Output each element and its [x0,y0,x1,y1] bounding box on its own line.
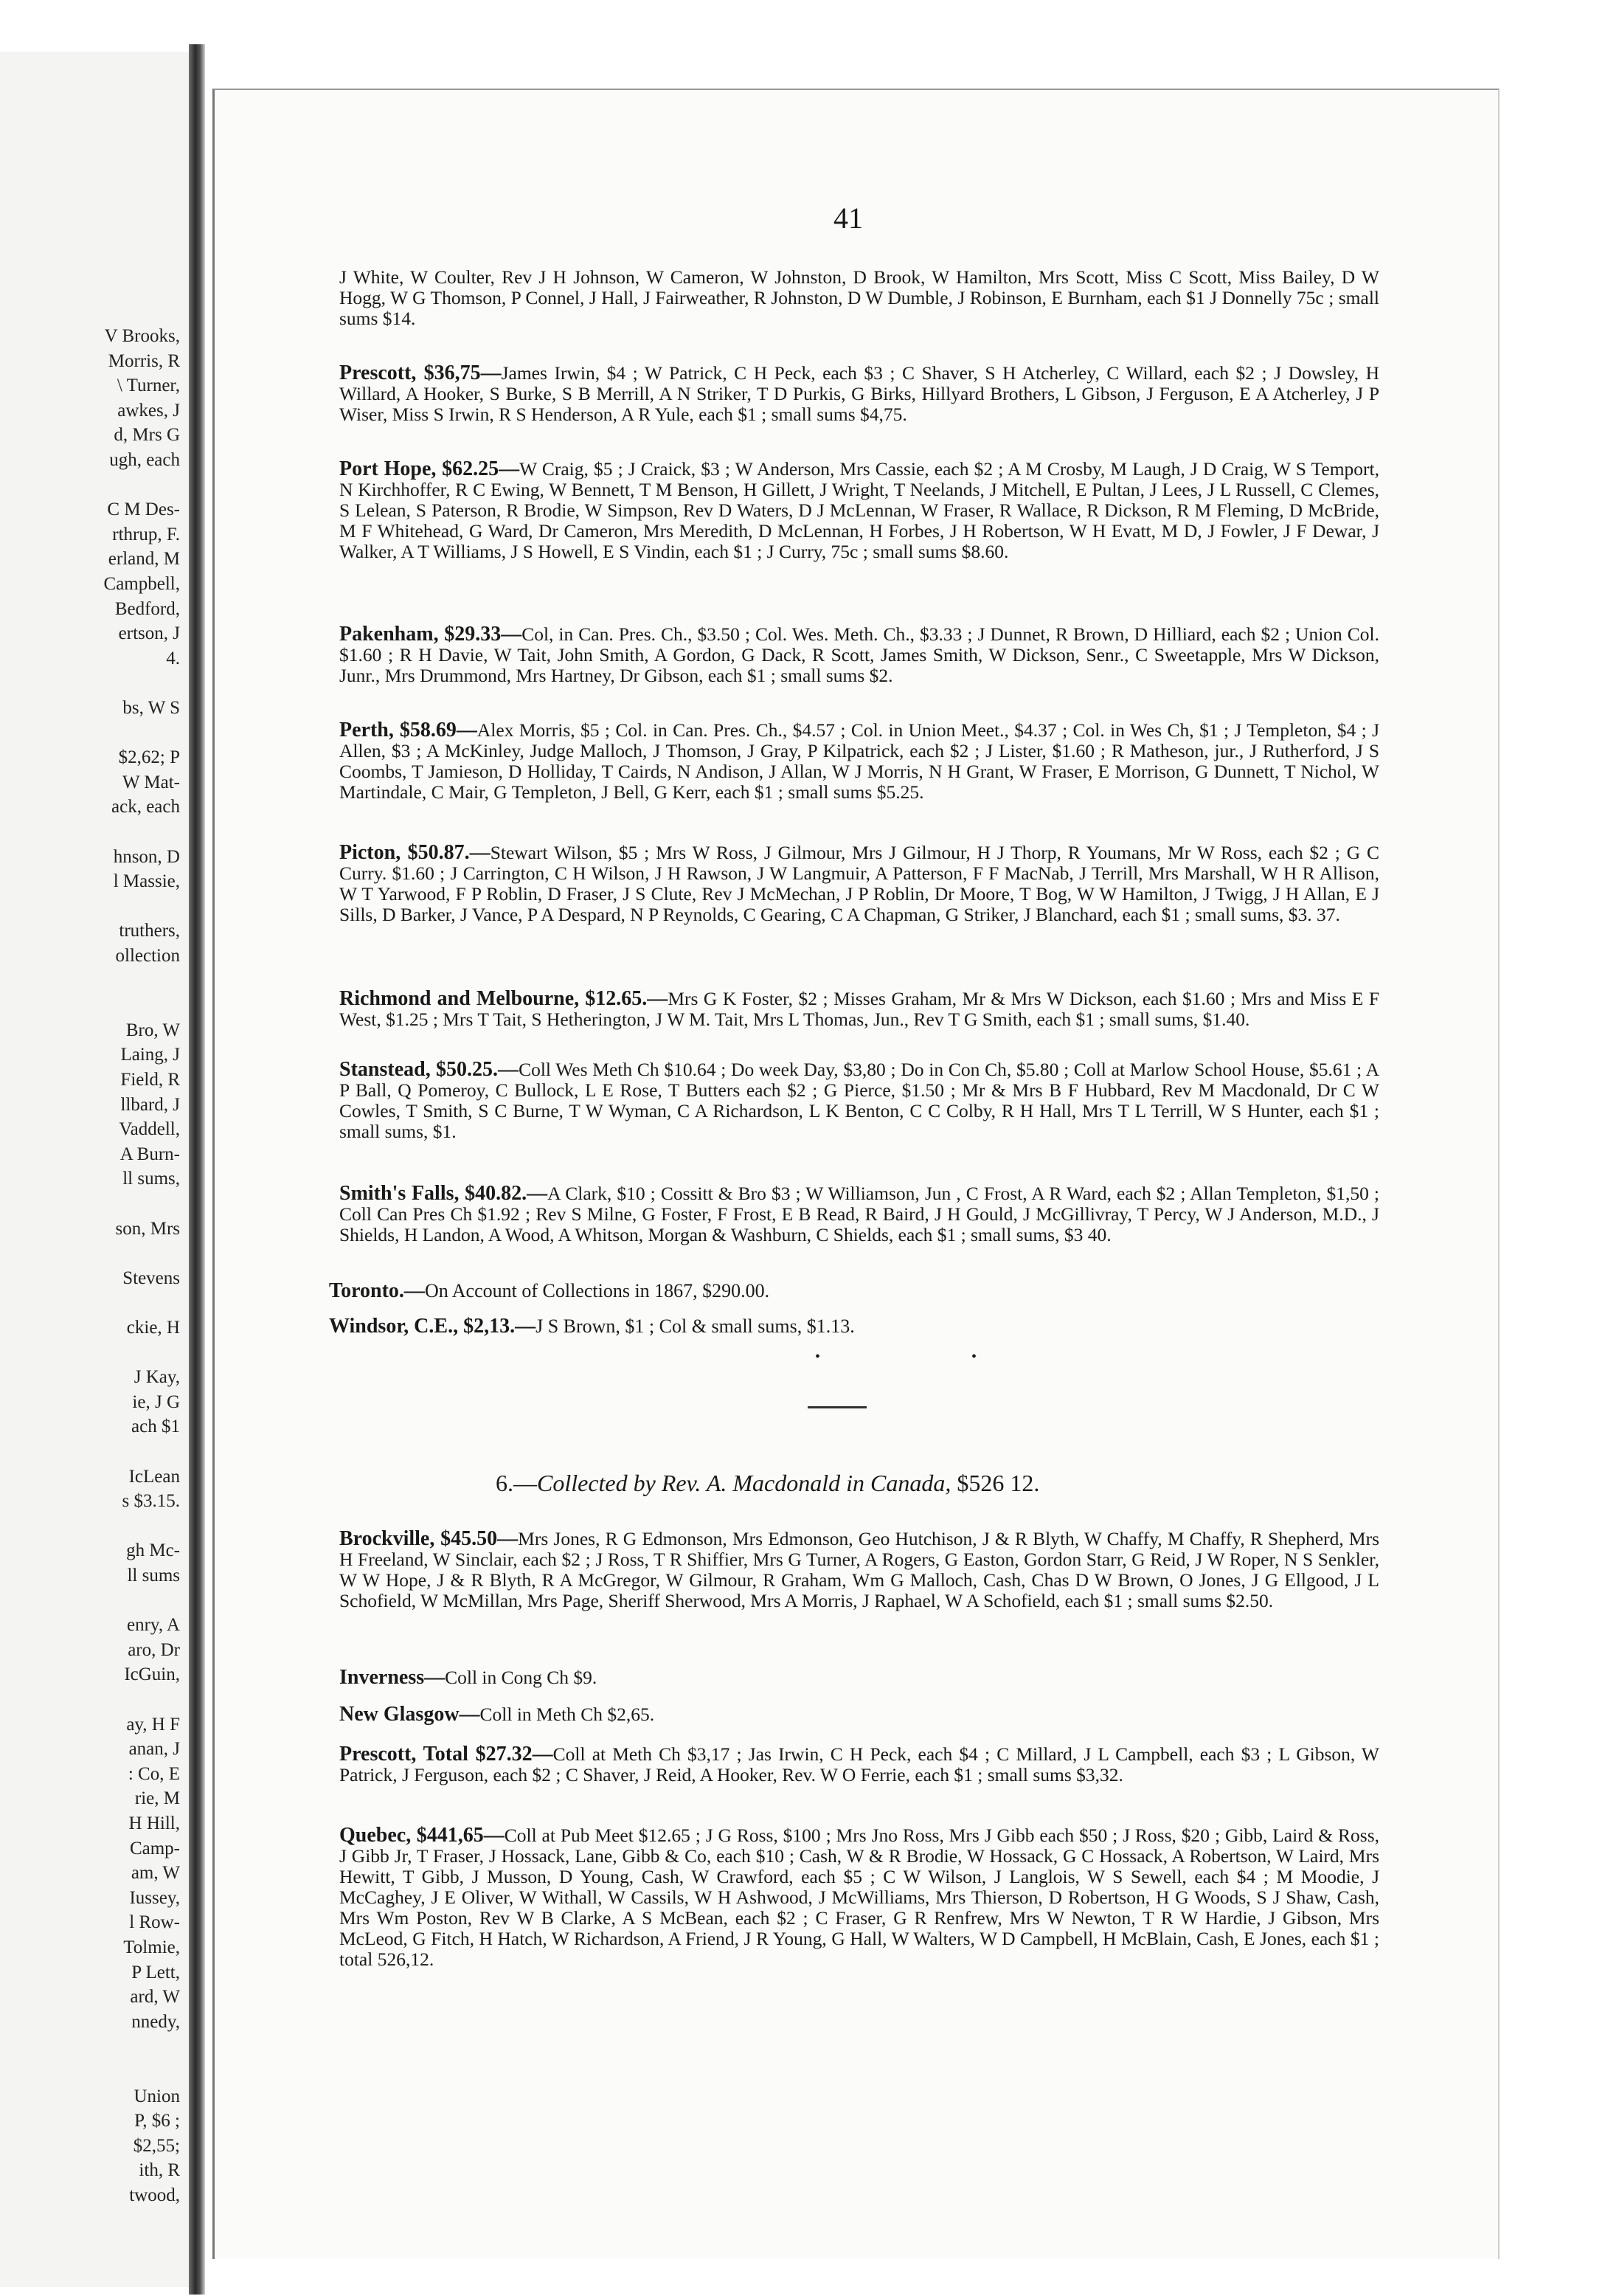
left-page-fragment: Union [134,2086,180,2106]
left-page-fragment: rthrup, F. [112,524,180,544]
left-page-fragment: V Brooks, [104,326,180,346]
entry-text: J White, W Coulter, Rev J H Johnson, W Cameron, W Johnston, D Brook, W Hamilton, Mrs Scott, Miss C Scott, Miss Bailey, D W Hogg, W G Thomson, P Connel, J Hall, J Fairweather, R Johnston, D W Dumble, J Robinson, E Burnham, each $1 J Donnelly 75c ; small sums $14. [339,266,1379,329]
left-page-fragment: H Hill, [128,1813,180,1833]
entry-text: Mrs G K Foster, $2 ; Misses Graham, Mr & Mrs W Dickson, each $1.60 ; Mrs and Miss E F West, $1.25 ; Mrs T Tait, S Hetherington, J W M. Tait, Mrs L Thomas, Jun., Rev T G Smith, each $1 ; small sums, $1.40. [339,988,1380,1030]
left-page-fragment: ckie, H [126,1318,180,1338]
left-page-fragment: hnson, D [113,846,180,867]
ornament-dots: • • [815,1349,1051,1365]
entry-toronto [329,1279,769,1303]
left-page-fragment: enry, A [127,1615,180,1636]
left-page-fragment: \ Turner, [117,376,180,396]
entry-heading: Brockville, $45.50— [339,1527,519,1550]
left-page-fragment: $2,55; [133,2135,180,2156]
left-page-fragment: Campbell, [103,574,180,594]
left-page-fragment: bs, W S [122,698,180,718]
entry-text: Stewart Wilson, $5 ; Mrs W Ross, J Gilmour, Mrs J Gilmour, H J Thorp, R Youmans, Mr W Ross, each $2 ; G C Curry. $1.60 ; J Carrington, C H Wilson, J H Rawson, J W Langmuir, A Patterson, F F MacNab, J Terrill, Mrs Marshall, W H R Allison, W T Yarwood, F P Roblin, D Fraser, J S Clute, Rev J McMechan, J P Roblin, Dr Moore, T Bog, W W Hamilton, J Twigg, J H Allan, E J Sills, D Barker, J Vance, P A Despard, N P Reynolds, C Gearing, C A Chapman, G Striker, J Blanchard, each $1 ; small sums, $3. 37. [339,842,1379,925]
entry-prescott-total [339,1744,1379,1785]
entry-heading: Richmond and Melbourne, $12.65.— [339,987,668,1010]
entry-text: J S Brown, $1 ; Col & small sums, $1.13. [535,1315,855,1337]
left-page-fragment: s $3.15. [122,1491,180,1512]
left-page-fragment: truthers, [119,921,180,941]
entry-heading: Quebec, $441,65— [339,1824,505,1847]
entry-text: Mrs Jones, R G Edmonson, Mrs Edmonson, Geo Hutchison, J & R Blyth, W Chaffy, M Chaffy, R Shepherd, Mrs H Freeland, W Sinclair, each $2 ; J Ross, T R Shiffier, Mrs G Turner, A Rogers, G Easton, Gordon Starr, G Reid, J W Roper, N S Senkler, W W Hope, J & R Blyth, R A McGregor, W Gilmour, R Graham, Wm G Malloch, Cash, Chas D W Brown, O Jones, J G Ellgood, J L Schofield, W McMillan, Mrs Page, Sheriff Sherwood, Mrs A Morris, J Raphael, W A Schofield, each $1 ; small sums $2.50. [339,1528,1379,1611]
left-facing-page [0,52,193,2287]
entry-text: Coll at Pub Meet $12.65 ; J G Ross, $100 ; Mrs Jno Ross, Mrs J Gibb each $50 ; J Ross, $20 ; Gibb, Laird & Ross, J Gibb Jr, T Fraser, J Hossack, Lane, Gibb & Co, each $10 ; Cash, W & R Brodie, W Hossack, G C Hossack, A Robertson, W Laird, Mrs Hewitt, T Gibb, J Musson, D Young, Cash, W Crawford, each $5 ; C W Wilson, J Langlois, W S Sewell, each $4 ; M Moodie, J McCaghey, J E Oliver, W Withall, W Cassils, W H Ashwood, J McWilliams, Mrs Thierson, D Robertson, H G Woods, S J Shaw, Cash, Mrs Wm Poston, Rev W B Clarke, A S McBean, each $2 ; C Fraser, G R Renfrew, Mrs W Newton, T R W Hardie, J Gibson, Mrs McLeod, G Fitch, H Hatch, W Richardson, A Friend, J R Young, G Hall, W Walters, W D Campbell, H McBlain, Cash, E Jones, each $1 ; total 526,12. [339,1825,1379,1970]
entry-heading: Inverness— [339,1666,446,1689]
section-heading [496,1470,1039,1497]
entry-heading: Prescott, Total $27.32— [339,1743,553,1766]
entry-text: W Craig, $5 ; J Craick, $3 ; W Anderson, Mrs Cassie, each $2 ; A M Crosby, M Laugh, J D Craig, W S Temport, N Kirchhoffer, R C Ewing, W Bennett, T M Benson, H Gillett, J Wright, T Neelands, J Mitchell, E Pultan, J Lees, J L Russell, C Clemes, S Lelean, S Paterson, R Brodie, W Simpson, Rev D Waters, D J McLennan, W Fraser, R Wallace, R Dickson, R M Fleming, D McBride, M F Whitehead, G Ward, Dr Cameron, Mrs Meredith, D McLennan, H Forbes, J H Robertson, W H Evatt, M D, J Fowler, J F Dewar, J Walker, A T Williams, J S Howell, E S Vindin, each $1 ; J Curry, 75c ; small sums $8.60. [339,458,1379,562]
left-page-fragment: A Burn- [119,1144,180,1164]
left-page-fragment: Vaddell, [119,1119,180,1140]
entry-heading: Picton, $50.87.— [339,841,490,864]
left-page-fragment: C M Des- [107,499,180,520]
left-page-fragment: Laing, J [120,1045,180,1065]
left-page-fragment: aro, Dr [128,1639,180,1660]
left-page-fragment: Bedford, [114,598,180,619]
section-title: Collected by Rev. A. Macdonald in Canada, [537,1470,951,1496]
left-page-fragment: ertson, J [118,623,180,644]
entry-pakenham [339,624,1379,686]
entry-picton [339,843,1379,925]
entry-text: James Irwin, $4 ; W Patrick, C H Peck, each $3 ; C Shaver, S H Atcherley, C Willard, each $2 ; J Dowsley, H Willard, A Hooker, S Burke, S B Merrill, A N Striker, T D Purkis, G Birks, Hillyard Brothers, L Gibson, J Ferguson, E A Atcherley, J P Wiser, Miss S Irwin, R S Henderson, A R Yule, each $1 ; small sums $4,75. [339,362,1379,425]
entry-text: Coll in Meth Ch $2,65. [479,1704,655,1725]
left-page-fragment: ie, J G [132,1391,180,1412]
entry-inverness [339,1667,1379,1688]
entry-richmond-melbourne [339,989,1379,1030]
left-page-fragment: ugh, each [109,450,180,470]
left-page-fragment: l Row- [129,1912,180,1933]
left-page-fragment: Iussey, [129,1887,180,1908]
entry-text: On Account of Collections in 1867, $290.00. [424,1280,770,1301]
left-page-fragment: Field, R [120,1070,180,1090]
left-page-fragment: ard, W [130,1987,180,2008]
left-page-fragment: erland, M [108,549,180,570]
left-page-fragment: ay, H F [126,1714,180,1735]
page-number: 41 [833,201,863,235]
left-page-fragment: ack, each [111,797,180,817]
entry-new-glasgow [339,1704,1379,1725]
entry-heading: Smith's Falls, $40.82.— [339,1182,548,1205]
left-page-fragment: rie, M [134,1788,180,1809]
left-page-fragment: twood, [129,2185,180,2205]
section-number: 6.— [496,1470,537,1496]
entry-smiths-falls [339,1183,1379,1245]
left-page-fragment: llbard, J [120,1094,180,1115]
left-page-fragment: nnedy, [131,2011,180,2032]
left-page-fragment: Camp- [129,1838,180,1858]
entry-heading: Perth, $58.69— [339,719,477,741]
entry-windsor [329,1315,855,1338]
left-page-fragment: Tolmie, [123,1937,180,1957]
left-page-fragment: Morris, R [108,350,180,371]
entry-brockville [339,1529,1379,1611]
left-page-fragment: gh Mc- [126,1541,180,1561]
entry-prescott [339,363,1379,425]
left-page-fragment: P Lett, [131,1962,180,1982]
left-page-fragment: ith, R [139,2160,180,2181]
entry-text: Alex Morris, $5 ; Col. in Can. Pres. Ch., $4.57 ; Col. in Union Meet., $4.37 ; Col. in Wes Ch, $1 ; J Templeton, $4 ; J Allen, $3 ; A McKinley, Judge Malloch, J Thomson, J Gray, P Kilpatrick, each $2 ; J Lister, $1.60 ; R Matheson, jur., J Rutherford, J S Coombs, T Jamieson, D Holliday, T Cairds, N Andison, J Allan, W J Morris, N H Grant, W Fraser, E Morrison, G Dunnett, T Nichol, W Martindale, C Mair, G Templeton, J Bell, G Kerr, each $1 ; small sums $5.25. [339,719,1379,803]
entry-heading: Toronto.— [329,1279,425,1302]
section-divider [808,1406,867,1408]
left-page-fragment: P, $6 ; [134,2111,180,2131]
left-page-fragment: am, W [131,1863,180,1884]
left-page-fragment: awkes, J [117,400,180,421]
left-page-fragment: 4. [166,648,180,668]
section-amount: $526 12. [957,1470,1040,1496]
book-gutter [189,44,205,2295]
entry-heading: Prescott, $36,75— [339,362,502,384]
left-page-fragment: ollection [115,946,180,966]
left-page-fragment: Stevens [122,1268,180,1288]
entry-continuation [339,267,1379,329]
left-page-fragment: d, Mrs G [114,425,180,446]
entry-heading: Port Hope, $62.25— [339,457,520,480]
left-page-fragment: anan, J [128,1739,180,1760]
entry-text: A Clark, $10 ; Cossitt & Bro $3 ; W Williamson, Jun , C Frost, A R Ward, each $2 ; Allan Templeton, $1,50 ; Coll Can Pres Ch $1.92 ; Rev S Milne, G Foster, F Frost, E B Read, R Baird, J H Gould, J McGillivray, T Percy, W J Anderson, M.D., J Shields, H Landon, A Wood, A Whitson, Morgan & Washburn, C Shields, each $1 ; small sums, $3 40. [339,1183,1379,1245]
left-page-fragment: son, Mrs [115,1218,180,1239]
entry-text: Coll in Cong Ch $9. [445,1667,597,1688]
left-page-fragment: ach $1 [131,1417,180,1437]
entry-stanstead [339,1059,1379,1142]
left-page-fragment: $2,62; P [118,747,180,768]
left-page-fragment: Bro, W [125,1020,180,1040]
left-page-fragment: IcGuin, [124,1664,180,1685]
left-page-fragment: l Massie, [113,871,180,892]
entry-text: Coll at Meth Ch $3,17 ; Jas Irwin, C H Peck, each $4 ; C Millard, J L Campbell, each $3 ; L Gibson, W Patrick, J Ferguson, each $2 ; C Shaver, J Reid, A Hooker, Rev. W O Ferrie, each $1 ; small sums $3,32. [339,1743,1379,1785]
entry-heading: Windsor, C.E., $2,13.— [329,1315,536,1338]
left-page-fragment: IcLean [128,1466,180,1487]
entry-heading: New Glasgow— [339,1703,480,1726]
left-page-fragment: : Co, E [128,1763,180,1784]
left-page-fragment: W Mat- [122,772,180,792]
left-page-fragment: J Kay, [134,1367,180,1388]
entry-text: Coll Wes Meth Ch $10.64 ; Do week Day, $3,80 ; Do in Con Ch, $5.80 ; Coll at Marlow School House, $5.61 ; A P Ball, Q Pomeroy, C Bullock, L E Rose, T Butters each $2 ; G Pierce, $1.50 ; Mr & Mrs B F Hubbard, Rev M Macdonald, Dr C W Cowles, T Smith, S C Burne, T W Wyman, C A Richardson, L K Benton, C C Colby, R H Hall, Mrs T L Terrill, W S Hunter, each $1 ; small sums, $1. [339,1059,1379,1142]
left-page-fragment: ll sums, [122,1169,180,1189]
left-page-fragment: ll sums [127,1566,180,1586]
entry-text: Col, in Can. Pres. Ch., $3.50 ; Col. Wes. Meth. Ch., $3.33 ; J Dunnet, R Brown, D Hilliard, each $2 ; Union Col. $1.60 ; R H Davie, W Tait, John Smith, A Gordon, G Dack, R Scott, James Smith, W Dickson, Senr., C Sweetapple, Mrs W Dickson, Junr., Mrs Drummond, Mrs Hartney, Dr Gibson, each $1 ; small sums $2. [339,623,1380,686]
entry-perth [339,720,1379,803]
entry-heading: Pakenham, $29.33— [339,623,522,646]
entry-heading: Stanstead, $50.25.— [339,1058,519,1081]
entry-quebec [339,1825,1379,1970]
entry-port-hope [339,459,1379,562]
